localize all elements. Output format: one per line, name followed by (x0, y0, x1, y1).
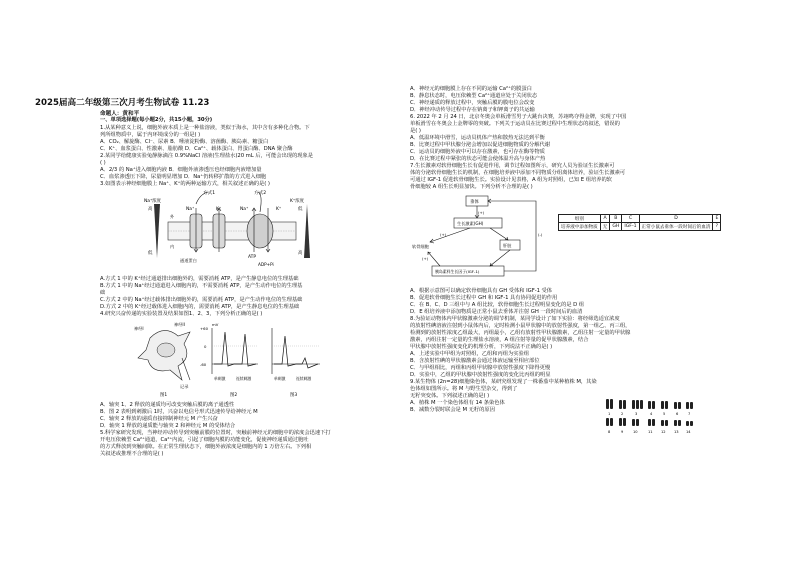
growth-hormone-pathway-figure (410, 192, 550, 284)
question-line: 是( ) (410, 128, 421, 134)
question-line: C．神经递质的释放过程中，突触后膜的膜电位会改变 (410, 100, 535, 106)
chromosome-row-1 (606, 399, 693, 409)
table-cell: E (713, 215, 721, 223)
chrom-label: 1 (608, 412, 611, 416)
fig2-tick-mid: 0 (204, 344, 207, 349)
question-line: B．静息状态时，电压依赖型 Ca²⁺通道应处于关闭状态 (410, 93, 538, 99)
fig1-adp: ADP+Pi (258, 262, 274, 267)
question-line: A．植株 M 一个染色体组有 14 条染色体 (410, 400, 505, 406)
sign-4: (-) (538, 232, 543, 237)
chrom-label: 9 (621, 430, 624, 434)
table-row (559, 223, 721, 231)
table-cell: 培养液中添加物质 (559, 223, 601, 231)
question-line: 的放射性碘溶液注射到小鼠体内后，定时检测小鼠甲状腺中的放射性强度，第一组乙、丙三组， (410, 323, 631, 329)
question-line: C.方式 2 中的 Na⁺经过载体排出细胞外的，需要消耗 ATP，是产生动作电位的生理基础 (100, 297, 303, 303)
fig1-label-2: 方式2 (254, 191, 267, 196)
section-heading: 一、单项选择题(每小题2分，共15小题，30分) (100, 117, 213, 123)
fig1-outside: 外 (170, 214, 175, 219)
exam-author: 命题人：黄和平 (100, 111, 140, 117)
question-line: 无籽突变体。下列叙述正确的是( ) (410, 393, 490, 399)
graph-3 (272, 328, 320, 374)
sign-1: (+) (478, 210, 485, 215)
fig1-low-right: 低 (298, 207, 303, 212)
question-line: A．上述实验中甲组为对照组，乙组和丙组为实验组 (410, 351, 530, 357)
question-line: ( ) (100, 160, 106, 166)
exam-title: 2025届高二年级第三次月考生物试卷 11.23 (35, 98, 210, 108)
question-line: D．神经冲动传导过程中存在钠离子和钾离子的共运输 (410, 107, 535, 113)
sign-2: (+) (440, 232, 447, 237)
question-line: A.方式 1 中的 K⁺经过通道排出细胞外的，需要消耗 ATP，是产生静息电位的生理基础 (100, 276, 299, 282)
question-line: 骨细胞较 A 组生长明显加快。下列分析不合理的是( ) (410, 184, 533, 190)
fig2-repeat-stim: 连续刺激 (236, 376, 252, 381)
table-cell: ? (713, 223, 721, 231)
node-igf1: 胰岛素样生长因子(IGF-1) (435, 269, 480, 274)
chrom-label: 12 (661, 430, 666, 434)
fig2-unit: mV (212, 322, 219, 327)
fig2-tick-bottom: -60 (200, 362, 207, 367)
question-line: A．低温环境中滑雪，运动员机体产热和散热无法达到平衡 (410, 135, 545, 141)
question-line: A．根据示意图可以确定软骨细胞具有 GH 受体和 IGF-1 受体 (410, 288, 553, 294)
table-cell: D (639, 215, 713, 223)
fig3-single-stim: 单刺激 (274, 376, 286, 381)
question-line: 3.如图表示神经细胞膜上 Na⁺、K⁺的两种运输方式，相关叙述正确的是( ) (100, 181, 270, 187)
question-line: C．运动员的细胞外液中可以存在激素，也可存在酶等物质 (410, 149, 545, 155)
fig2-axon1: 神经I (134, 326, 144, 331)
question-line: 检测到的放射性浓度乙组最大，丙组最小，乙组有放射性甲状腺激素，乙组注射一定量的甲状腺 (410, 330, 631, 336)
question-line: 2.某同学给健康实验兔静脉滴注 0.9%NaCl 溶液(生理盐水)20 mL 后，可能会出现的现象是 (100, 153, 314, 159)
question-line: 4.研究兴奋传递的实验装置及结果如图1、2、3，下列分析正确的是( ) (100, 311, 263, 317)
question-line: B．减数分裂时联会是 M 无籽的原因 (410, 407, 495, 413)
chrom-label: 7 (688, 412, 691, 416)
fig1-k-ion-2: K⁺ (276, 207, 282, 212)
question-line: B．含放射性碘的甲状腺激素会通过体液运输至相应部位 (410, 358, 540, 364)
fig2-axon2: 神经II (174, 322, 185, 327)
fig2-record: 记录 (180, 384, 189, 389)
question-line: A．CO₂、解旋酶、Cl⁻、尿素 B．唾液淀粉酶、溶菌酶、胰岛素、糖蛋白 (100, 139, 269, 145)
question-line: 单板滑雪在冬奥会上金牌零的突破。下列关于运动员在比赛过程中生理状态的叙述，错误的 (410, 121, 620, 127)
question-line: D．在比赛过程中紧张的状态可能会使体温升高与身体产热 (410, 156, 546, 162)
node-pituitary: 垂体 (470, 200, 479, 205)
table-cell: 无 (600, 223, 610, 231)
fig2-caption-2: 图2 (230, 393, 238, 398)
fig1-k-conc: K⁺浓度 (290, 199, 304, 204)
chrom-label: 13 (674, 430, 679, 434)
chrom-label: 11 (648, 430, 653, 434)
table-cell: IGF-1 (622, 223, 639, 231)
question-line: A．2/3 的 Na⁺进入细胞内液 B．细胞外液渗透压也经细胞内液增加量 (100, 167, 262, 173)
question-line: D．实验中，乙组的甲状腺中放射性强度的变化比丙组的明显 (410, 372, 551, 378)
fig1-high: 高 (148, 207, 153, 212)
fig3-repeat-stim: 连续刺激 (296, 376, 312, 381)
question-line: 列所组物质中，属于内环境成分的一组是( ) (100, 132, 201, 138)
chrom-label: 4 (650, 412, 653, 416)
table-cell: B (610, 215, 622, 223)
fig1-k-ion: K⁺ (216, 207, 222, 212)
carrier-protein (247, 214, 273, 248)
question-line: C．血浆渗透压下降，尿量明显增加 D．Na⁺仍转移扩散的方式进入细胞 (100, 174, 267, 180)
chromosome-row-2 (606, 418, 693, 426)
question-line: C．在 B、C、D 三组中与 A 组比较，软骨细胞生长过程明显变化的是 D 组 (410, 302, 584, 308)
question-line: 关叙述或推理不合理的是( ) (100, 451, 164, 457)
fig1-na-ion-2: Na⁺ (240, 207, 249, 212)
node-cartilage: 软骨细胞 (412, 244, 429, 249)
fig1-low: 低 (148, 251, 153, 256)
table-cell: 组别 (559, 215, 601, 223)
chrom-label: 8 (608, 430, 611, 434)
question-line: B．图 2 表明到刺激后 1时，兴奋以电信号形式迅速传导给神经元 M (100, 409, 258, 415)
question-line: B．促进软骨细胞生长过程中 GH 和 IGF-1 具有协同促进的作用 (410, 295, 558, 301)
question-line: 8.为验证动物体内甲状腺激素分泌的调节机制，某同学设计了如下实验：将经筛选适宜浓度 (410, 316, 620, 322)
na-gradient-wedge (154, 204, 160, 258)
question-line: 体的分泌软骨细胞生长的机制，在细胞培养液中添加不同物质分组离体培养，验证生长激素可 (410, 170, 626, 176)
fig1-channel-label: 通道蛋白 (180, 258, 197, 263)
fig2-tick-top: +60 (200, 326, 209, 331)
fig1-label-1: 方式1 (203, 191, 216, 196)
chrom-label: 10 (633, 430, 638, 434)
experiment-table (558, 214, 721, 231)
question-line: 6. 2022 年 2 月 24 日，北京冬奥会单板滑雪男子大跳台决赛，苏翊鸣夺得金牌，实现了中国 (410, 114, 627, 120)
question-line: 甲状腺中放射性强度变化的机理分析，下列说法不正确的是( ) (410, 344, 553, 350)
chrom-label: 3 (635, 412, 638, 416)
chrom-label: 6 (676, 412, 679, 416)
node-liver: 肝脏 (503, 243, 512, 248)
question-line: 1.从某种意义上说，细胞外液本质上是一种盐溶液，类似于海水，其中含有多种化合物。下 (100, 125, 310, 131)
question-line: 5.科学家研究发现，当神经冲动传导到突触前膜的位置时，突触前神经元的细胞中的浓度会迅速下打 (100, 430, 331, 436)
fig1-atp: ATP (248, 255, 256, 260)
question-line: 可通过 IGF-1 促进软骨细胞生长。实验设计见表格，A 组为对照组，已知 E 组培养的软 (410, 177, 612, 183)
question-line: C．与甲组相比，丙组和丙组甲状腺中放射性强度下降得更慢 (410, 365, 551, 371)
question-line: C．轴突 2 释放的递质直接抑制神经元 M 产生兴奋 (100, 416, 218, 422)
question-line: 色体组如图所示。将 M 与野生型杂交，得到了 (410, 386, 518, 392)
question-line: D．E 组培养液中添加物质是正常小鼠去垂体并注射 GH 一段时间后的血清 (410, 309, 583, 315)
question-line: D.方式 2 中的 K⁺经过载体进入细胞内的，需要消耗 ATP，是产生静息电位的生理基础 (100, 304, 300, 310)
question-line: 7.生长激素对软骨细胞生长有促进作用，调节过程如图所示，研究人员为验证生长激素可 (410, 163, 615, 169)
table-cell: 正常小鼠去垂体一段时间后的血清 (639, 223, 713, 231)
fig1-na-ion: Na⁺ (186, 207, 195, 212)
neuron-recording-figure (130, 318, 330, 398)
table-header-row (559, 215, 721, 223)
table-cell: A (600, 215, 610, 223)
membrane-transport-figure (108, 188, 318, 272)
chrom-label: 14 (686, 430, 691, 434)
question-line: C．K⁺、血浆蛋白、性激素、脂肪酸 D．Ca²⁺、载体蛋白、胃蛋白酶、DNA 聚合酶 (100, 146, 293, 152)
fig1-inside: 内 (170, 244, 175, 249)
fig2-caption-1: 图1 (160, 393, 168, 398)
question-line: 激素，丙组注射一定量的生理盐水溶液，A 组注射等量的促甲状腺激素，结合 (410, 337, 589, 343)
table-cell: C (622, 215, 639, 223)
question-line: A．神经元的细胞膜上存在不同的运输 Ca²⁺的膜蛋白 (410, 86, 532, 92)
question-line: 开电压依赖型 Ca²⁺通道，Ca²⁺内流，引起了细胞内膜的功能变化，促使神经递质通过胞吐 (100, 437, 309, 443)
question-line: 的方式释放到突触间隙。在正常生理状态下，细胞外液浓度是细胞内的 1 万倍左右。下列相 (100, 444, 312, 450)
chrom-label: 2 (621, 412, 624, 416)
karyotype-figure (602, 397, 696, 437)
fig2-caption-3: 图3 (290, 393, 298, 398)
fig1-high-right: 高 (298, 251, 303, 256)
question-line: D．轴突 1 释放的递质能与轴突 2 和神经元 M 的受体结合 (100, 423, 236, 429)
lipid-bilayer (168, 222, 296, 240)
question-line: 础 (100, 290, 106, 296)
question-line: B．比赛过程中甲状腺分泌会增加以促进细胞物质的分解代谢 (410, 142, 551, 148)
node-gh: 生长激素(GH) (457, 221, 484, 226)
fig1-na-conc: Na⁺浓度 (144, 199, 162, 204)
sign-3: (+) (422, 256, 429, 261)
graph-2 (212, 328, 258, 374)
table-cell: GH (610, 223, 622, 231)
chrom-label: 5 (663, 412, 666, 416)
k-gradient-wedge (304, 204, 310, 258)
fig2-single-stim: 单刺激 (214, 376, 226, 381)
question-line: 9.某生物体 (2n=28)细胞染色体，某研究组发现了一株番茄中某种植株 M，其染 (410, 379, 597, 385)
question-line: A．轴突 1、2 释放的递质均可改变突触后膜的离子通透性 (100, 402, 235, 408)
neuron-m (138, 330, 190, 380)
question-line: B.方式 1 中的 Na⁺经过通道进入细胞内的，不需要消耗 ATP，是产生动作电位的生理基 (100, 283, 303, 289)
